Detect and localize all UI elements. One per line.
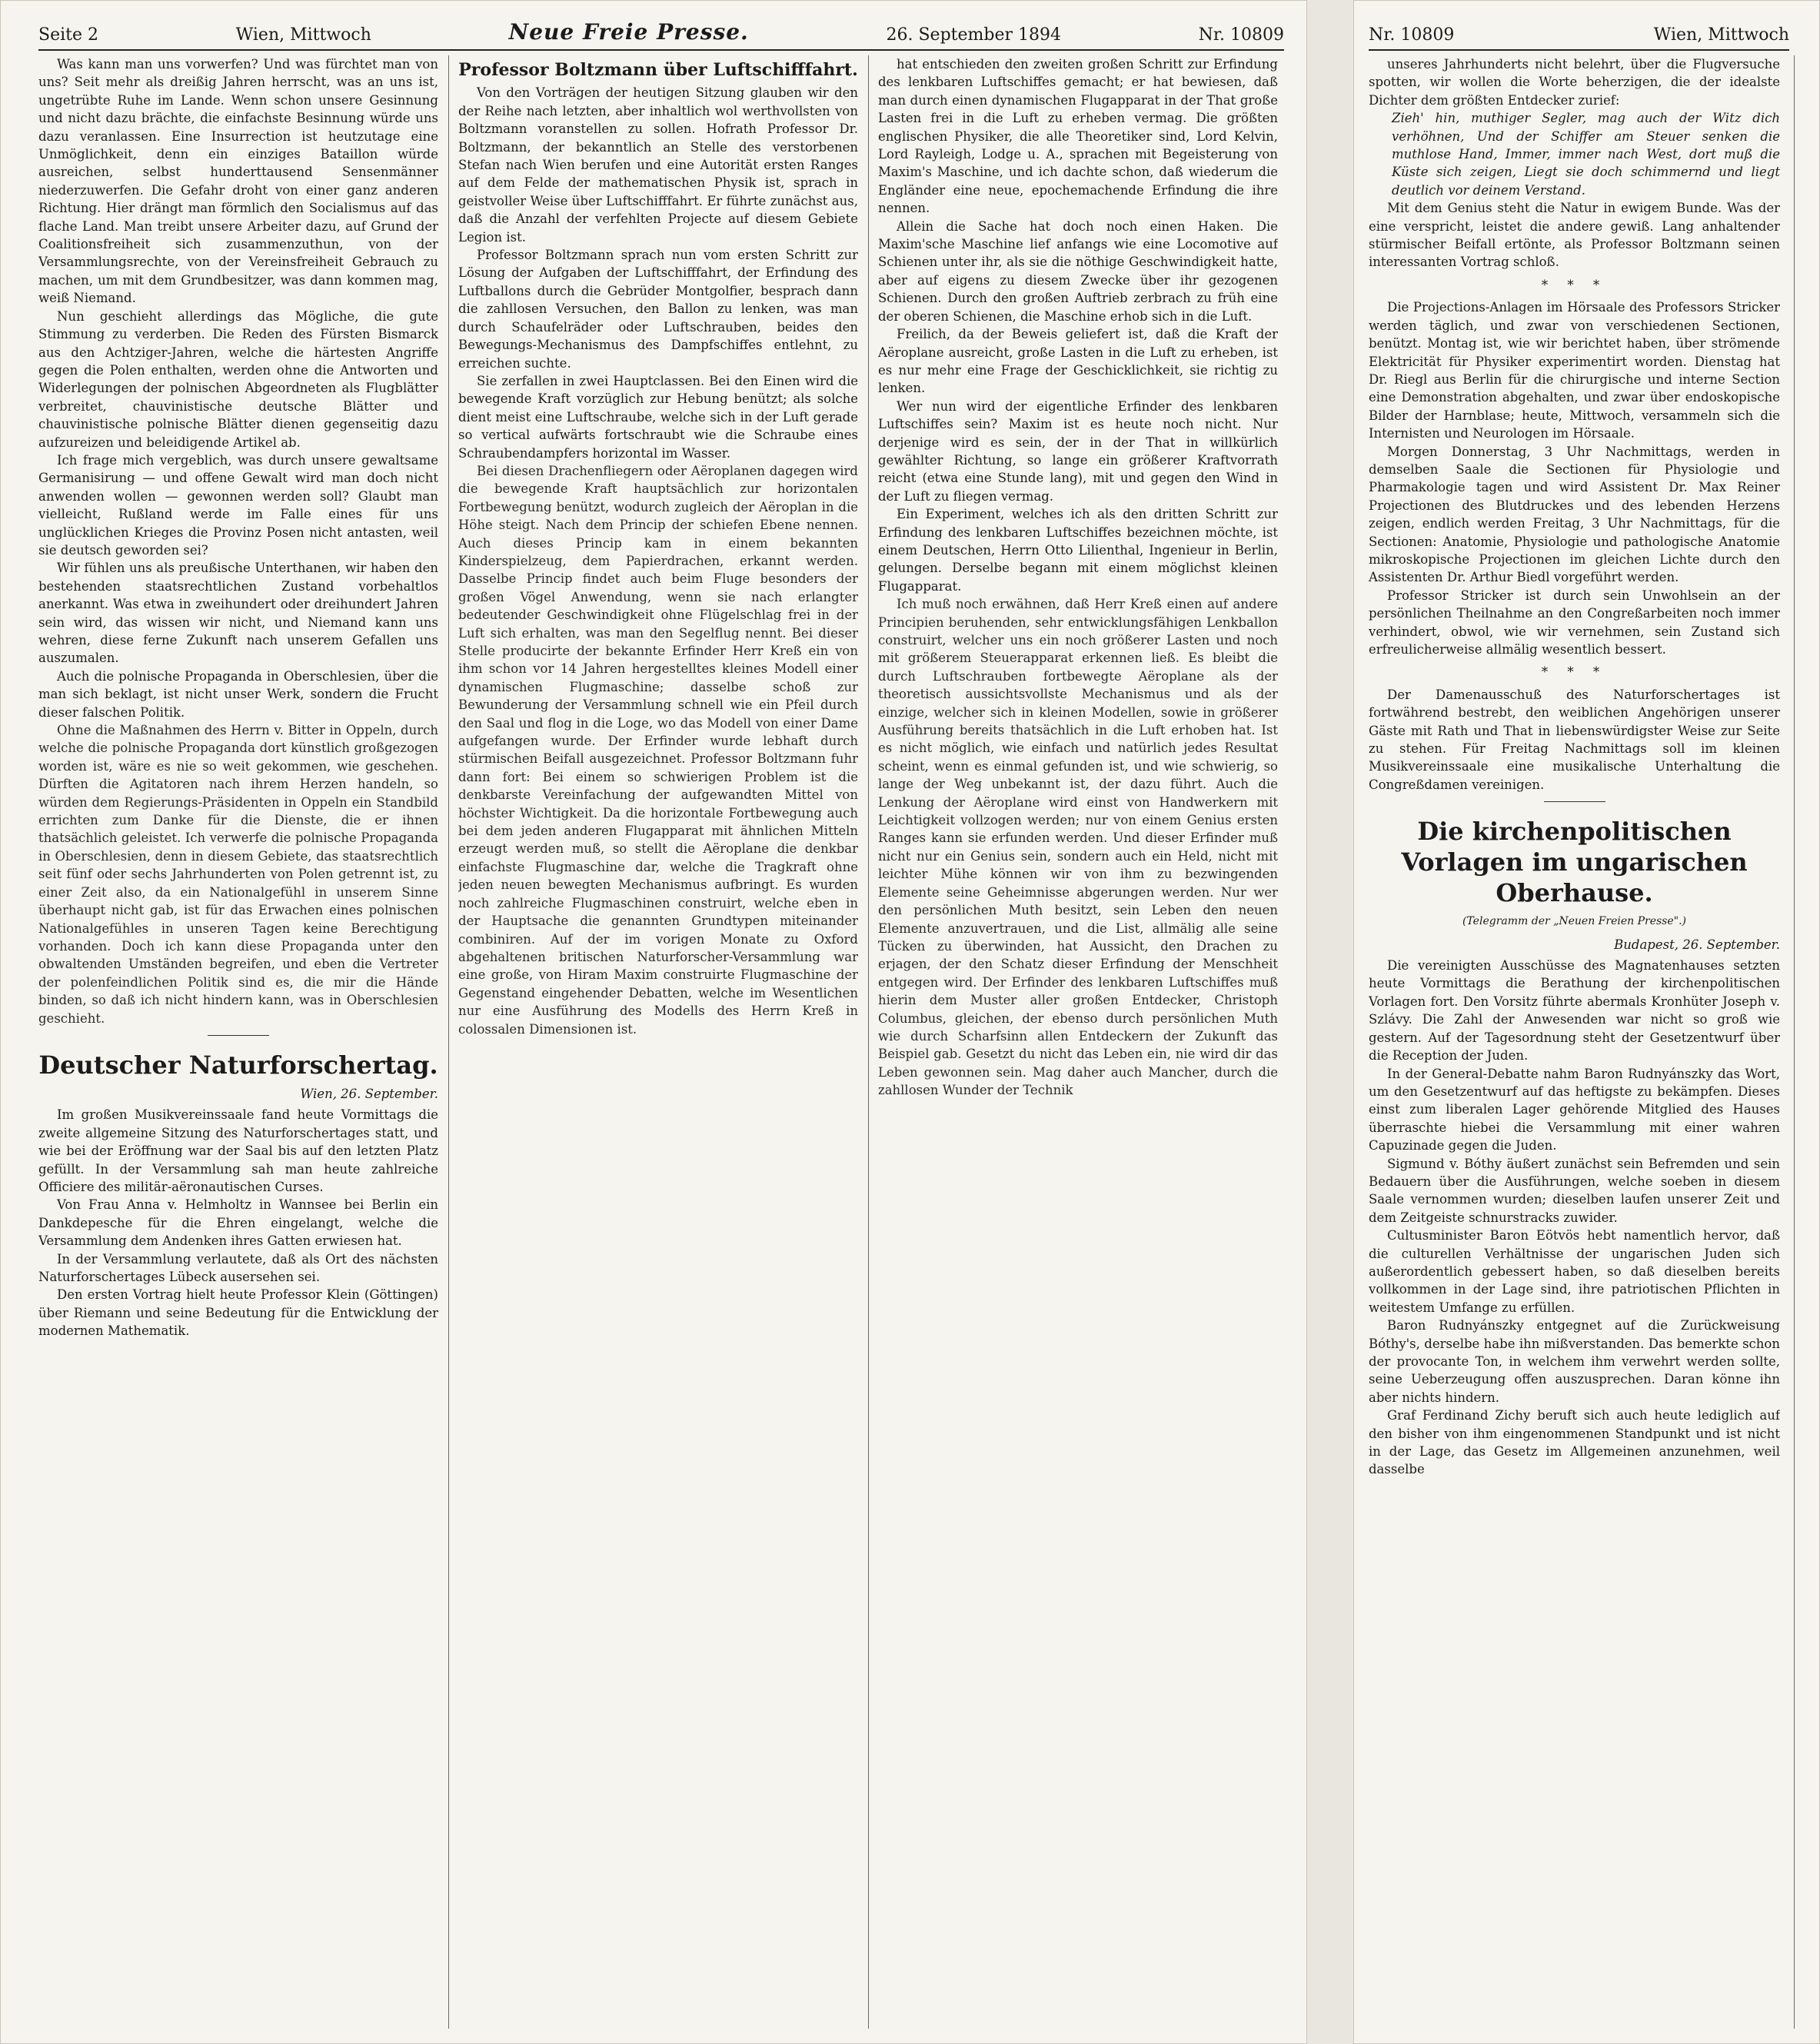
article-paragraph: Von Frau Anna v. Helmholtz in Wannsee bei Berlin ein Dankdepesche für die Ehren eingelangt, welche die Versammlung dem Andenken ihres Gatten erwiesen hat. <box>38 1197 438 1249</box>
article-paragraph: Morgen Donnerstag, 3 Uhr Nachmittags, werden in demselben Saale die Sectionen für Physiologie und Pharmakologie tagen und wird Assistent Dr. Max Reiner Projectionen des Blutdruckes und des lebenden Herzens zeigen, endlich werden Freitag, 3 Uhr Nachmittags, für die Sectionen: Anatomie, Physiologie und pathologische Anatomie mikroskopische Projectionen im gleichen Lichte durch den Assistenten Dr. Arthur Biedl vorgeführt werden. <box>1369 444 1780 585</box>
column-2 <box>458 55 858 2029</box>
article-title-oberhause: Die kirchenpolitischen Vorlagen im ungarischen Oberhause. <box>1401 817 1748 908</box>
article-paragraph: Bei diesen Drachenfliegern oder Aëroplanen dagegen wird die bewegende Kraft hauptsächlich zur horizontalen Fortbewegung benützt, wodurch zugleich der Aëroplan in die Höhe steigt. Nach dem Princip der schiefen Ebene nennen. Auch dieses Princip kam in einem bekannten Kinderspielzeug, dem Papierdrachen, erkannt werden. Dasselbe Princip findet auch beim Fluge besonders der großen Vögel Anwendung, wenn sie nach erlangter bedeutender Geschwindigkeit ohne Flügelschlag frei in der Luft sich erhalten, was man den Segelflug nennt. Bei dieser Stelle producirte der bekannte Erfinder Herr Kreß ein von ihm schon vor 14 Jahren hergestelltes kleines Modell einer dynamischen Flugmaschine; dasselbe schoß zur Bewunderung der Versammlung schnell wie ein Pfeil durch den Saal und flog in die Loge, wo das Modell von einer Dame aufgefangen wurde. Der Erfinder wurde lebhaft durch stürmischen Beifall ausgezeichnet. Professor Boltzmann fuhr dann fort: Bei einem so schwierigen Problem ist die denkbarste Vereinfachung der aufgewandten Mittel von höchster Wichtigkeit. Da die horizontale Fortbewegung auch bei dem jeden anderen Flugapparat mit ähnlichen Mitteln erzeugt werden muß, so stellt die Aëroplane die denkbar einfachste Flugmaschine dar, welche die Tragkraft ohne jeden neuen bewegten Mechanismus aufbringt. Es wurden noch zahlreiche Flugmaschinen construirt, welche eben in der Hauptsache die genannten Grundtypen miteinander combiniren. Auf der im vorigen Monate zu Oxford abgehaltenen britischen Naturforscher-Versammlung war eine große, von Hiram Maxim construirte Flugmaschine der Gegenstand eingehender Debatten, welche im Wesentlichen nur eine Ausführung des Modells des Herrn Kreß in colossalen Dimensionen ist. <box>458 463 858 1037</box>
header-date: 26. September 1894 <box>886 25 1061 45</box>
section-separator: * * * <box>1541 664 1608 680</box>
section-title-naturforschertag: Deutscher Naturforschertag. <box>38 1050 438 1080</box>
article-paragraph: Was kann man uns vorwerfen? Und was fürchtet man von uns? Seit mehr als dreißig Jahren herrscht, was an uns ist, ungetrübte Ruhe im Lande. Wenn schon unsere Gesinnung und nicht dazu brächte, die einfachste Besinnung würde uns dazu veranlassen. Eine Insurrection ist heutzutage eine Unmöglichkeit, denn ein einziges Bataillon würde ausreichen, selbst hunderttausend Sensenmänner niederzuwerfen. Die Gefahr droht von einer ganz anderen Richtung. Hier drängt man förmlich den Socialismus auf das flache Land. Man treibt unsere Arbeiter dazu, auf Grund der Coalitionsfreiheit sich zusammenzuthun, von der Versammlungsrechte, von der Vereinsfreiheit Gebrauch zu machen, um mit dem Grundbesitzer, was dann kommen mag, weiß Niemand. <box>38 57 438 306</box>
article-paragraph: Wer nun wird der eigentliche Erfinder des lenkbaren Luftschiffes sein? Maxim ist es heute noch nicht. Nur derjenige wird es sein, der in der That in willkürlich gewählter Richtung, so lange ein größerer Kraftvorrath reicht (etwa eine Stunde lang), mit und gegen den Wind in der Luft zu fliegen vermag. <box>878 398 1278 504</box>
article-paragraph: Sie zerfallen in zwei Hauptclassen. Bei den Einen wird die bewegende Kraft vorzüglich zur Hebung benützt; als solche dient meist eine Luftschraube, welche sich in der Luft gerade so vertical aufwärts fortschraubt wie die Schraube eines Schraubendampfers horizontal im Wasser. <box>458 373 858 461</box>
article-paragraph: Von den Vorträgen der heutigen Sitzung glauben wir den der Reihe nach letzten, aber inhaltlich wol werthvollsten von Boltzmann voranstellen zu sollen. Hofrath Professor Dr. Boltzmann, der bekanntlich an Stelle des verstorbenen Stefan nach Wien berufen und eine Autorität ersten Ranges auf dem Felde der mathematischen Physik ist, sprach in geistvoller Weise über Luftschifffahrt. Er führte zunächst aus, daß die Anzahl der verfehlten Projecte auf diesem Gebiete Legion ist. <box>458 85 858 245</box>
header-issue: Nr. 10809 <box>1198 25 1284 45</box>
column-rule <box>448 55 449 2029</box>
article-paragraph: hat entschieden den zweiten großen Schritt zur Erfindung des lenkbaren Luftschiffes gemacht; er hat bewiesen, daß man durch einen dynamischen Flugapparat in der That große Lasten frei in die Luft zu erheben vermag. Die größten englischen Physiker, die alle Theoretiker sind, Lord Kelvin, Lord Rayleigh, Lodge u. A., sprachen mit Begeisterung von Maxim's Maschine, und ich dachte schon, daß wiederum die Engländer eine neue, epochemachende Erfindung die ihre nennen. <box>878 57 1278 216</box>
column-3 <box>878 55 1278 2029</box>
poem-quote: Zieh' hin, muthiger Segler, mag auch der Witz dich verhöhnen, Und der Schiffer am Steuer senken die muthlose Hand, Immer, immer nach West, dort muß die Küste sich zeigen, Liegt sie doch schimmernd und liegt deutlich vor deinem Verstand. <box>1392 111 1780 198</box>
article-paragraph: Ohne die Maßnahmen des Herrn v. Bitter in Oppeln, durch welche die polnische Propaganda dort künstlich großgezogen worden ist, wäre es nie so weit gekommen, wie geschehen. Dürften die Agitatoren nach ihrem Herzen handeln, so würden dem Regierungs-Präsidenten in Oppeln ein Standbild errichten zum Danke für die Dienste, die er ihnen thatsächlich geleistet. Ich verwerfe die polnische Propaganda in Oberschlesien, denn in diesem Gebiete, das staatsrechtlich seit fünf oder sechs Jahrhunderten von Polen getrennt ist, zu einer Zeit also, da ein Nationalgefühl in unserem Sinne überhaupt nicht gab, ist für das Erwachen eines polnischen Nationalgefühles in unseren Tagen keine Berechtigung vorhanden. Doch ich kann diese Propaganda unter den obwaltenden Umständen begreifen, und eben die Vertreter der polenfeindlichen Politik sind es, die mir die Hände binden, so daß ich nicht hindern kann, was in Oberschlesien geschieht. <box>38 723 438 1026</box>
article-paragraph: Der Damenausschuß des Naturforschertages ist fortwährend bestrebt, den weiblichen Angehörigen unserer Gäste mit Rath und That in liebenswürdigster Weise zur Seite zu stehen. Für Freitag Nachmittags soll im kleinen Musikvereinssaale eine musikalische Unterhaltung die Congreßdamen vereinigen. <box>1369 687 1780 792</box>
article-paragraph: Allein die Sache hat doch noch einen Haken. Die Maxim'sche Maschine lief anfangs wie eine Locomotive auf Schienen unter ihr, als sie die nöthige Geschwindigkeit hatte, aber auf eigens zu diesem Zwecke über ihr gezogenen Schienen. Durch den großen Auftrieb zerbrach zu früh eine der oberen Schienen, die Maschine erhob sich in die Luft. <box>878 218 1278 324</box>
section-separator: * * * <box>1541 277 1608 292</box>
article-paragraph: Ich muß noch erwähnen, daß Herr Kreß einen auf andere Principien beruhenden, sehr entwicklungsfähigen Lenkballon construirt, welcher uns ein noch größerer Lasten und noch mit größerem Steuerapparat erkennen ließ. Es bleibt die durch Luftschrauben fortbewegte Aëroplane als der theoretisch aussichtsvollste Mechanismus und als der einzige, welcher sich in kleinen Modellen, sowie in größerer Ausführung bereits thatsächlich in die Luft erhoben hat. Ist es nicht möglich, wie einfach und natürlich jedes Resultat scheint, wenn es einmal gefunden ist, und wie schwierig, so lange der Weg unbekannt ist, der dazu führt. Auch die Lenkung der Aëroplane wird einst von Handwerkern mit Leichtigkeit vollzogen werden; nur von einem Genius ersten Ranges kann sie erfunden werden. Und dieser Erfinder muß nicht nur ein Genius sein, sondern auch ein Held, nicht mit leichter Mühe können wir von ihm zu bezwingenden Elemente seine Geheimnisse abgerungen werden. Nur wer den persönlichen Muth besitzt, sein Leben den neuen Elemente anzuvertrauen, und die List, allmälig alle seine Tücken zu überwinden, hat Aussicht, den Drachen zu erjagen, der den Schatz dieser Erfindung der Menschheit entgegen wird. Der Erfinder des lenkbaren Luftschiffes muß hierin dem Muster aller großen Entdecker, Christoph Columbus, gleichen, der ebenso durch persönlichen Muth wie durch Scharfsinn allen Entdeckern der Zukunft das Beispiel gab. Gesetzt du nicht das Leben ein, nie wird dir das Leben gewonnen sein. Mag daher auch Mancher, durch die zahllosen Wunder der Technik <box>878 597 1278 1098</box>
article-paragraph: unseres Jahrhunderts nicht belehrt, über die Flugversuche spotten, wir wollen die Worte beherzigen, die der idealste Dichter dem größten Entdecker zurief: <box>1369 57 1780 108</box>
newspaper-page-right <box>1353 0 1820 2044</box>
article-paragraph: Professor Stricker ist durch sein Unwohlsein an der persönlichen Theilnahme an den Congreßarbeiten noch immer verhindert, obwol, wie wir vernehmen, sein Zustand sich erfreulicherweise allmälig wesentlich bessert. <box>1369 588 1780 657</box>
column-1 <box>38 55 438 2029</box>
article-paragraph: Baron Rudnyánszky entgegnet auf die Zurückweisung Bóthy's, derselbe habe ihn mißverstanden. Das bemerkte schon der provocante Ton, in welchem ihm verwehrt werden sollte, seine Ueberzeugung offen auszusprechen. Daran könne ihn aber nichts hindern. <box>1369 1318 1780 1405</box>
article-paragraph: Professor Boltzmann sprach nun vom ersten Schritt zur Lösung der Aufgaben der Luftschifffahrt, der Erfindung des Luftballons durch die Gebrüder Montgolfier, besprach dann die zahllosen Versuchen, den Ballon zu lenken, was man durch Schaufelräder oder Luftschrauben, beides den Bewegungs-Mechanismus des Dampfschiffes entlehnt, zu erreichen suchte. <box>458 248 858 371</box>
article-paragraph: Mit dem Genius steht die Natur in ewigem Bunde. Was der eine verspricht, leistet die andere gewiß. Lang anhaltender stürmischer Beifall ertönte, als Professor Boltzmann seinen interessanten Vortrag schloß. <box>1369 201 1780 270</box>
column-right <box>1369 55 1780 2029</box>
article-subtitle: (Telegramm der „Neuen Freien Presse".) <box>1462 915 1687 928</box>
article-paragraph: Den ersten Vortrag hielt heute Professor Klein (Göttingen) über Riemann und seine Bedeutung für die Entwicklung der modernen Mathematik. <box>38 1287 438 1339</box>
article-paragraph: Im großen Musikvereinssaale fand heute Vormittags die zweite allgemeine Sitzung des Naturforschertages statt, und wie bei der Eröffnung war der Saal bis auf den letzten Platz gefüllt. In der Versammlung sah man heute zahlreiche Officiere des militär-aëronautischen Curses. <box>38 1107 438 1194</box>
article-paragraph: Graf Ferdinand Zichy beruft sich auch heute lediglich auf den bisher von ihm eingenommenen Standpunkt und ist nicht in der Lage, das Gesetz im Allgemeinen anzunehmen, weil dasselbe <box>1369 1408 1780 1477</box>
divider <box>208 1035 269 1036</box>
next-column-edge <box>1794 55 1820 2029</box>
dateline: Budapest, 26. September. <box>1614 937 1780 952</box>
column-rule <box>868 55 869 2029</box>
article-title-boltzmann: Professor Boltzmann über Luftschifffahrt. <box>458 60 858 80</box>
divider <box>1544 801 1605 802</box>
header-city: Wien, Mittwoch <box>235 25 371 45</box>
page-number: Seite 2 <box>38 25 98 45</box>
running-header <box>38 14 1284 51</box>
article-paragraph: Wir fühlen uns als preußische Unterthanen, wir haben den bestehenden staatsrechtlichen Zustand vorbehaltlos anerkannt. Was etwa in zweihundert oder dreihundert Jahren sein wird, das wissen wir nicht, und Niemand kann uns wehren, diese ferne Zukunft nach unserem Gefallen uns auszumalen. <box>38 561 438 666</box>
article-paragraph: Ein Experiment, welches ich als den dritten Schritt zur Erfindung des lenkbaren Luftschiffes bezeichnen möchte, ist einem Deutschen, Herrn Otto Lilienthal, Ingenieur in Berlin, gelungen. Derselbe begann mit einem möglichst kleinen Flugapparat. <box>878 507 1278 594</box>
article-paragraph: Nun geschieht allerdings das Mögliche, die gute Stimmung zu verderben. Die Reden des Fürsten Bismarck aus den Achtziger-Jahren, welche die härtesten Angriffe gegen die Polen enthalten, werden ohne die Antworten und Widerlegungen der polnischen Abgeordneten als Flugblätter verbreitet, chauvinistische deutsche Blätter und chauvinistische polnische Blätter dienen gegenseitig dazu aufzureizen und beleidigende Artikel ab. <box>38 308 438 450</box>
article-paragraph: In der Versammlung verlautete, daß als Ort des nächsten Naturforschertages Lübeck ausersehen sei. <box>38 1251 438 1284</box>
article-paragraph: In der General-Debatte nahm Baron Rudnyánszky das Wort, um den Gesetzentwurf auf das heftigste zu bekämpfen. Dieses einst zum liberalen Lager gehörende Mitglied des Hauses überraschte hiebei die Versammlung mit einer wahren Capuzinade gegen die Juden. <box>1369 1066 1780 1153</box>
header-city: Wien, Mittwoch <box>1653 25 1789 45</box>
article-paragraph: Die Projections-Anlagen im Hörsaale des Professors Stricker werden täglich, und zwar von verschiedenen Sectionen, benützt. Montag ist, wie wir berichtet haben, über strömende Elektricität für Physiker experimentirt worden. Dienstag hat Dr. Riegl aus Berlin für die chirurgische und interne Section eine Demonstration abgehalten, und zwar über endoskopische Bilder der Harnblase; heute, Mittwoch, versammeln sich die Internisten und Neurologen im Hörsaale. <box>1369 300 1780 441</box>
article-paragraph: Sigmund v. Bóthy äußert zunächst sein Befremden und sein Bedauern über die Ausführungen, welche soeben in diesem Saale vernommen wurden; dieselben laufen unserer Zeit und dem Zeitgeiste schnurstracks zuwider. <box>1369 1156 1780 1225</box>
running-header <box>1369 14 1789 51</box>
article-paragraph: Die vereinigten Ausschüsse des Magnatenhauses setzten heute Vormittags die Berathung der kirchenpolitischen Vorlagen fort. Den Vorsitz führte abermals Kronhüter Joseph v. Szlávy. Die Zahl der Anwesenden war nicht so groß wie gestern. Auf der Tagesordnung steht der Gesetzentwurf über die Reception der Juden. <box>1369 958 1780 1064</box>
article-paragraph: Freilich, da der Beweis geliefert ist, daß die Kraft der Aëroplane ausreicht, große Lasten in die Luft zu erheben, ist es nur mehr eine Frage der Geschicklichkeit, sie richtig zu lenken. <box>878 327 1278 396</box>
masthead: Neue Freie Presse. <box>508 19 749 45</box>
header-issue: Nr. 10809 <box>1369 25 1455 45</box>
article-paragraph: Auch die polnische Propaganda in Oberschlesien, über die man sich beklagt, ist nicht unser Werk, sondern die Frucht dieser falschen Politik. <box>38 668 438 720</box>
article-paragraph: Ich frage mich vergeblich, was durch unsere gewaltsame Germanisirung — und offene Gewalt wird man doch nicht anwenden wollen — gewonnen werden soll? Glaubt man vielleicht, Rußland werde im Falle eines für uns unglücklichen Krieges die Provinz Posen nicht antasten, weil sie deutsch geworden sei? <box>38 452 438 558</box>
dateline: Wien, 26. September. <box>300 1086 438 1101</box>
article-paragraph: Cultusminister Baron Eötvös hebt namentlich hervor, daß die culturellen Verhältnisse der ungarischen Juden sich außerordentlich gebessert haben, so daß dieselben bereits vollkommen in der Lage sind, ihre patriotischen Pflichten in weitestem Umfange zu erfüllen. <box>1369 1228 1780 1315</box>
